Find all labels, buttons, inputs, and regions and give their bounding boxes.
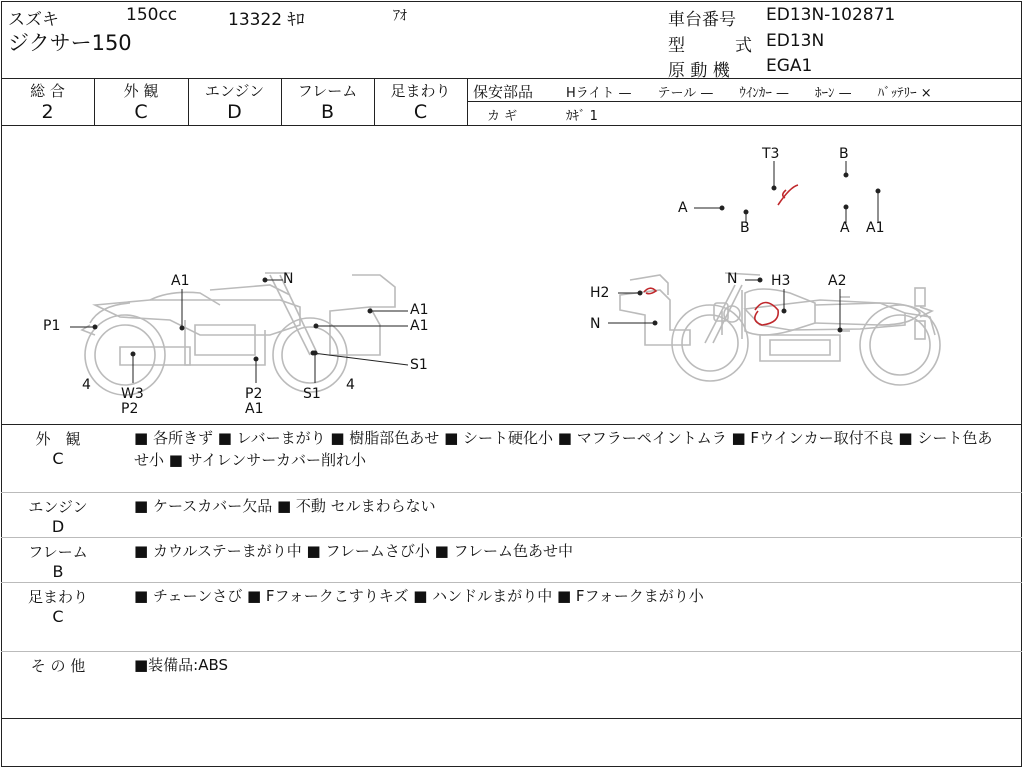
label-a1-r1: A1: [410, 302, 429, 318]
frame-no: ED13N-102871: [766, 5, 896, 25]
frame-no-label: 車台番号: [668, 10, 736, 30]
key-value: ｶｷﾞ 1: [566, 109, 598, 124]
remarks-divider: [1, 424, 1022, 425]
header-divider: [1, 78, 1022, 79]
section-divider: [1, 537, 1022, 538]
grade-value: C: [413, 101, 428, 123]
section-text: ■装備品:ABS: [134, 656, 229, 674]
grade-label: フレーム: [297, 82, 358, 100]
label-4-left: 4: [82, 377, 91, 393]
grade-label: 総 合: [30, 82, 65, 100]
section-grade: D: [51, 517, 65, 536]
label-n-left: N: [590, 316, 601, 332]
equipment-label: 保安部品: [473, 83, 534, 101]
label-s1-r: S1: [410, 357, 428, 373]
key-label: カ ギ: [487, 109, 518, 124]
grade-sep: [467, 78, 468, 125]
label-a1-bottom: A1: [245, 401, 264, 417]
equipment-items: Hライト — テール — ｳｲﾝｶｰ — ﾎｰﾝ — ﾊﾞｯﾃﾘｰ ×: [566, 86, 932, 101]
label-b-top: B: [839, 146, 849, 162]
type-label-1: 型: [668, 36, 685, 56]
label-h2: H2: [590, 285, 610, 301]
label-p1: P1: [43, 318, 61, 334]
section-engine: [18, 496, 98, 536]
section-divider: [1, 492, 1022, 493]
label-n: N: [283, 271, 294, 287]
section-title: エンジン: [28, 498, 88, 516]
section-grade: B: [52, 562, 64, 581]
equipment-divider: [468, 101, 1022, 102]
label-a1-r2: A1: [410, 318, 429, 334]
model-name: ジクサー150: [8, 31, 132, 55]
label-a1: A1: [171, 273, 190, 289]
grade-frame: [281, 80, 374, 123]
section-text: ■ チェーンさび ■ Fフォークこすりキズ ■ ハンドルまがり中 ■ Fフォークまがり小: [134, 587, 704, 605]
grade-label: 外 観: [123, 82, 159, 100]
grade-label: エンジン: [204, 82, 265, 100]
engine-label: 原 動 機: [668, 61, 730, 81]
label-a2: A2: [828, 273, 847, 289]
mileage: 13322 ｷﾛ: [228, 10, 305, 30]
section-title: そ の 他: [30, 657, 86, 675]
grade-value: B: [320, 101, 335, 123]
type-label-2: 式: [735, 36, 752, 56]
section-title: 外 観: [35, 430, 81, 448]
bike-diagram: [0, 125, 1024, 425]
section-grade: C: [52, 607, 64, 626]
label-p2-left: P2: [121, 401, 139, 417]
section-text: ■ カウルステーまがり中 ■ フレームさび小 ■ フレーム色あせ中: [134, 542, 573, 560]
label-h3: H3: [771, 273, 791, 289]
label-b-bottom: B: [740, 220, 750, 236]
section-frame: [18, 541, 98, 581]
grade-overall: [1, 80, 94, 123]
section-text: ■ 各所きず ■ レバーまがり ■ 樹脂部色あせ ■ シート硬化小 ■ マフラーペイントムラ ■ Fウインカー取付不良 ■ シート色あせ小 ■ サイレンサーカバー削れ小: [134, 429, 993, 469]
footer-divider: [1, 718, 1022, 719]
label-a-left: A: [678, 200, 688, 216]
engine-value: EGA1: [766, 56, 813, 76]
type-value: ED13N: [766, 31, 825, 51]
label-p2: P2: [245, 386, 263, 402]
section-divider: [1, 651, 1022, 652]
grade-exterior: [94, 80, 188, 123]
section-grade: C: [52, 449, 64, 468]
label-a1-top: A1: [866, 220, 885, 236]
section-other: [18, 655, 98, 676]
section-divider: [1, 582, 1022, 583]
label-w3: W3: [121, 386, 144, 402]
section-suspension: [18, 586, 98, 626]
grade-value: D: [227, 101, 242, 123]
grade-label: 足まわり: [390, 82, 451, 100]
grade-suspension: [374, 80, 467, 123]
displacement: 150cc: [126, 5, 178, 25]
section-title: フレーム: [28, 543, 88, 561]
damage-mark-t3: [778, 185, 798, 205]
grade-value: 2: [41, 101, 54, 123]
label-s1-bottom: S1: [303, 386, 321, 402]
grade-value: C: [134, 101, 148, 123]
label-4-right: 4: [346, 377, 355, 393]
label-t3: T3: [762, 146, 780, 162]
right-side-bike: [620, 273, 940, 385]
maker: スズキ: [8, 10, 59, 30]
section-exterior: [18, 428, 98, 468]
label-a-bottom: A: [840, 220, 850, 236]
grade-engine: [188, 80, 281, 123]
label-n-right: N: [727, 271, 738, 287]
section-title: 足まわり: [27, 588, 88, 606]
color: ｱｵ: [393, 8, 407, 24]
section-text: ■ ケースカバー欠品 ■ 不動 セルまわらない: [134, 497, 436, 515]
